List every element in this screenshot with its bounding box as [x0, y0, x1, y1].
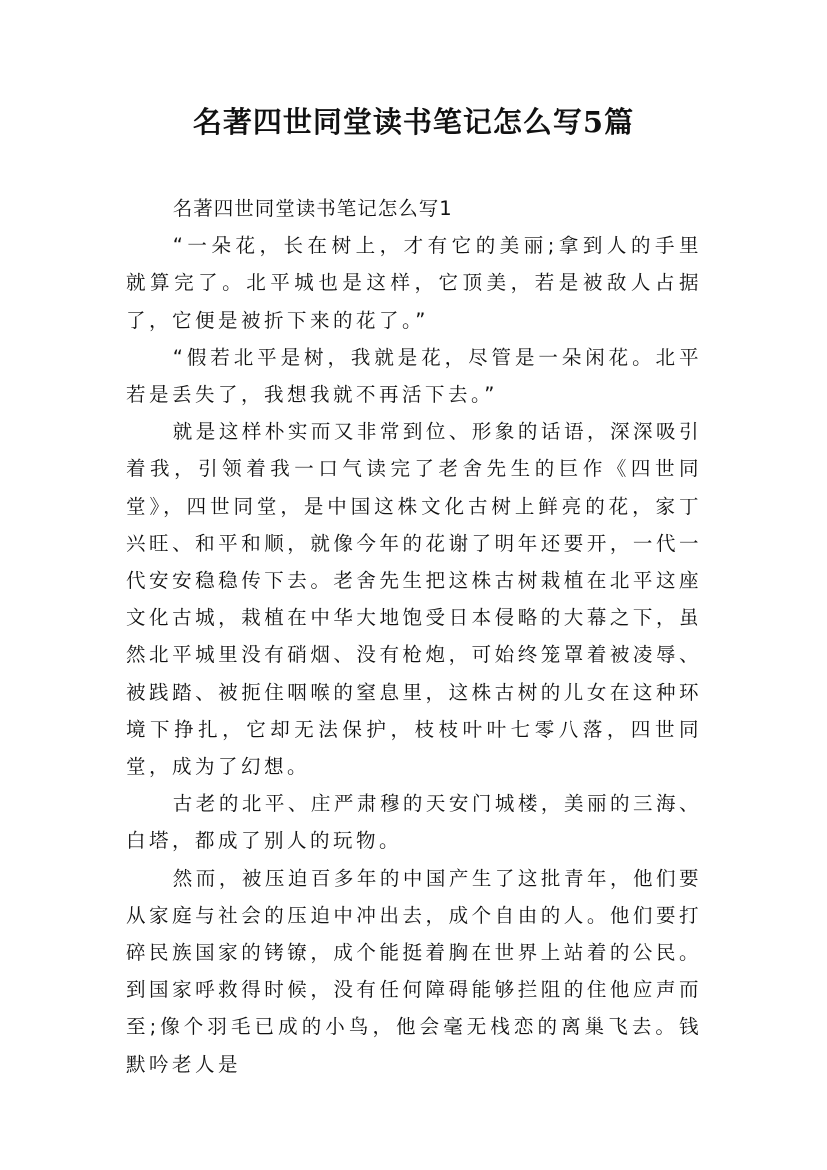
section-heading: 名著四世同堂读书笔记怎么写1	[172, 197, 453, 220]
paragraph: “假若北平是树，我就是花，尽管是一朵闲花。北平若是丢失了，我想我就不再活下去。”	[126, 345, 702, 407]
document-body	[126, 190, 702, 1083]
paragraph: 然而，被压迫百多年的中国产生了这批青年，他们要从家庭与社会的压迫中冲出去，成个自由的人。他们要打碎民族国家的铐镣，成个能挺着胸在世界上站着的公民。到国家呼救得时候，没有任何障碍能够拦阻的住他应声而至;像个羽毛已成的小鸟，他会毫无栈恋的离巢飞去。钱默吟老人是	[126, 866, 702, 1076]
paragraph: 就是这样朴实而又非常到位、形象的话语，深深吸引着我，引领着我一口气读完了老舍先生的巨作《四世同堂》，四世同堂，是中国这株文化古树上鲜亮的花，家丁兴旺、和平和顺，就像今年的花谢了明年还要开，一代一代安安稳稳传下去。老舍先生把这株古树栽植在北平这座文化古城，栽植在中华大地饱受日本侵略的大幕之下，虽然北平城里没有硝烟、没有枪炮，可始终笼罩着被凌辱、被践踏、被扼住咽喉的窒息里，这株古树的儿女在这种环境下挣扎，它却无法保护，枝枝叶叶七零八落，四世同堂，成为了幻想。	[126, 420, 702, 779]
document-title: 名著四世同堂读书笔记怎么写5篇	[192, 105, 635, 139]
paragraph: 古老的北平、庄严肃穆的天安门城楼，美丽的三海、白塔，都成了别人的玩物。	[126, 792, 702, 853]
paragraph: “一朵花，长在树上，才有它的美丽;拿到人的手里就算完了。北平城也是这样，它顶美，若是被敌人占据了，它便是被折下来的花了。”	[126, 234, 702, 332]
